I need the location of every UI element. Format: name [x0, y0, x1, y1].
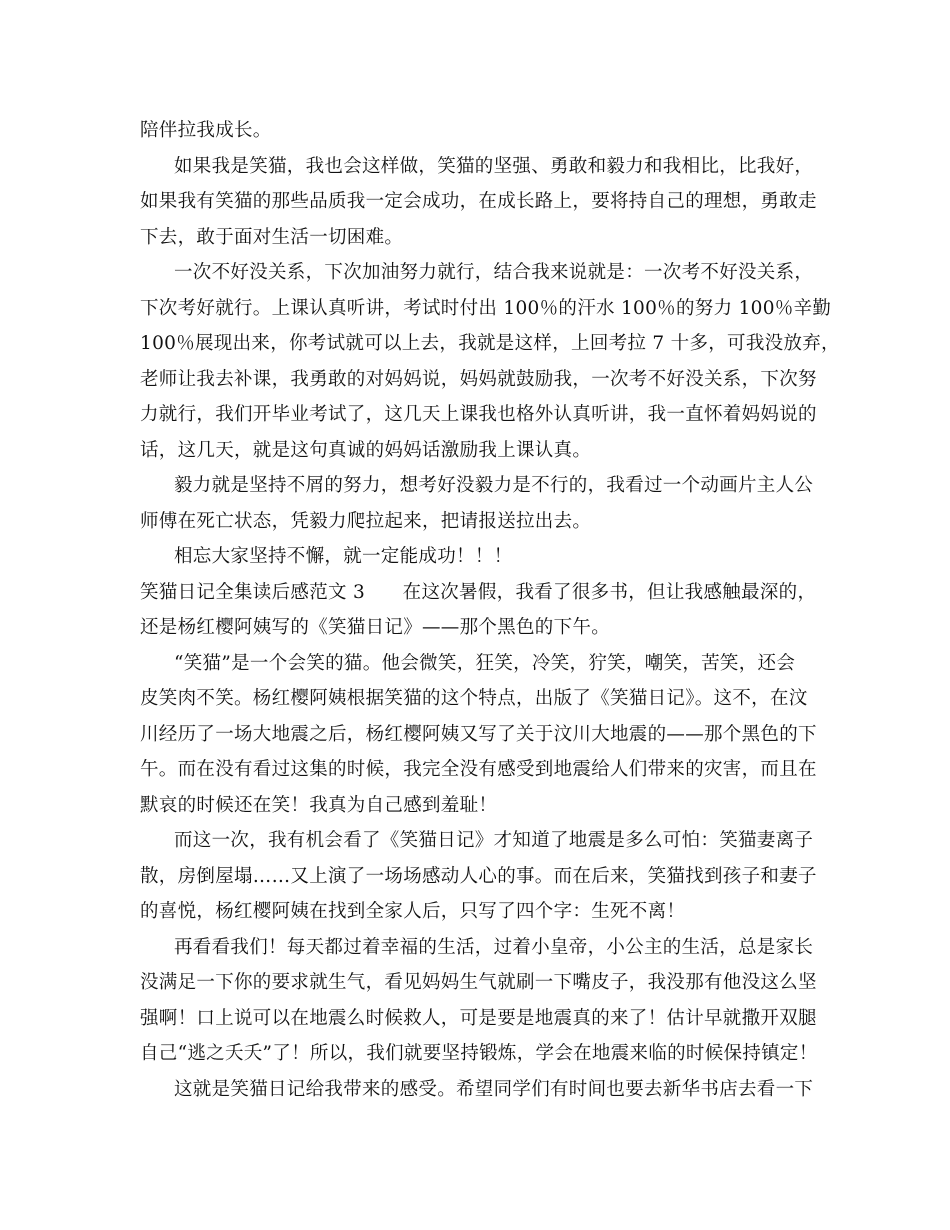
text-line: 散，房倒屋塌……又上演了一场场感动人心的事。而在后来，笑猫找到孩子和妻子: [140, 865, 817, 887]
text-line: 强啊！口上说可以在地震么时候救人，可是要是地震真的来了！估计早就撒开双腿: [140, 1007, 817, 1029]
text-line: 话，这几天，就是这句真诚的妈妈话激励我上课认真。: [140, 439, 592, 461]
text-line: 还是杨红樱阿姨写的《笑猫日记》——那个黑色的下午。: [140, 617, 611, 638]
paragraph-start-line: 如果我是笑猫，我也会这样做，笑猫的坚强、勇敢和毅力和我相比，比我好，: [174, 155, 814, 177]
paragraph-start-line: 而这一次，我有机会看了《笑猫日记》才知道了地震是多么可怕：笑猫妻离子: [174, 830, 814, 851]
text-line: 陪伴拉我成长。: [140, 120, 272, 141]
text-line: 没满足一下你的要求就生气，看见妈妈生气就刷一下嘴皮子，我没那有他没这么坚: [140, 972, 817, 993]
article-title-line: 笑猫日记全集读后感范文 3 在这次暑假，我看了很多书，但让我感触最深的，: [140, 581, 817, 603]
text-line: 老师让我去补课，我勇敢的对妈妈说，妈妈就鼓励我，一次考不好没关系，下次努: [140, 368, 817, 390]
text-line: 默哀的时候还在笑！我真为自己感到羞耻！: [140, 794, 498, 816]
paragraph-start-line: “笑猫”是一个会笑的猫。他会微笑，狂笑，冷笑，狞笑，嘲笑，苦笑，还会: [174, 652, 796, 674]
text-line: 皮笑肉不笑。杨红樱阿姨根据笑猫的这个特点，出版了《笑猫日记》。这不，在汶: [140, 688, 808, 709]
paragraph-start-line: 相忘大家坚持不懈，就一定能成功！！！: [174, 546, 513, 567]
text-line: 川经历了一场大地震之后，杨红樱阿姨又写了关于汶川大地震的——那个黑色的下: [140, 723, 817, 745]
text-line: 下次考好就行。上课认真听讲，考试时付出 100％的汗水 100％的努力 100％辛勤: [140, 297, 832, 319]
paragraph-start-line: 这就是笑猫日记给我带来的感受。希望同学们有时间也要去新华书店去看一下: [174, 1078, 814, 1100]
text-line: 力就行，我们开毕业考试了，这几天上课我也格外认真听讲，我一直怀着妈妈说的: [140, 404, 817, 425]
paragraph-start-line: 再看看我们！每天都过着幸福的生活，过着小皇帝，小公主的生活，总是家长: [174, 936, 814, 958]
text-line: 师傅在死亡状态，凭毅力爬拉起来，把请报送拉出去。: [140, 510, 592, 532]
paragraph-start-line: 毅力就是坚持不屑的努力，想考好没毅力是不行的，我看过一个动画片主人公: [174, 475, 814, 496]
text-line: 自己“逃之夭夭”了！所以，我们就要坚持锻炼，学会在地震来临的时候保持镇定！: [140, 1043, 818, 1064]
text-line: 下去，敢于面对生活一切困难。: [140, 226, 404, 248]
paragraph-start-line: 一次不好没关系，下次加油努力就行，结合我来说就是：一次考不好没关系，: [174, 262, 814, 283]
text-line: 100％展现出来，你考试就可以上去，我就是这样，上回考拉 7 十多，可我没放弃，: [140, 333, 840, 354]
document-body: [140, 113, 840, 1107]
text-line: 的喜悦，杨红樱阿姨在找到全家人后，只写了四个字：生死不离！: [140, 901, 686, 922]
text-line: 午。而在没有看过这集的时候，我完全没有感受到地震给人们带来的灾害，而且在: [140, 759, 817, 780]
text-line: 如果我有笑猫的那些品质我一定会成功，在成长路上，要将持自己的理想，勇敢走: [140, 191, 817, 212]
